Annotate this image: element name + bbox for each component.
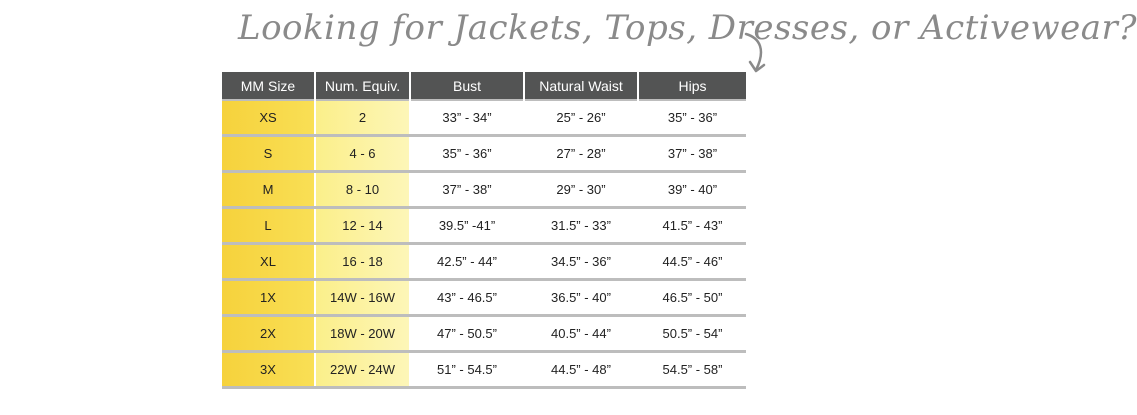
num-equiv-cell: 2: [315, 100, 410, 136]
natural-waist-cell: 31.5” - 33”: [524, 208, 638, 244]
table-row: [222, 244, 746, 280]
header-natural-waist: Natural Waist: [524, 72, 638, 100]
table-body: [222, 100, 746, 388]
bust-cell: 39.5” -41”: [410, 208, 524, 244]
hips-cell: 35” - 36”: [638, 100, 746, 136]
header-bust: Bust: [410, 72, 524, 100]
curved-arrow-icon: [742, 30, 772, 76]
page-heading: Looking for Jackets, Tops, Dresses, or Activewear?: [238, 8, 1137, 48]
table-row: [222, 208, 746, 244]
header-hips: Hips: [638, 72, 746, 100]
natural-waist-cell: 44.5” - 48”: [524, 352, 638, 388]
natural-waist-cell: 29” - 30”: [524, 172, 638, 208]
size-cell: 3X: [222, 352, 315, 388]
num-equiv-cell: 12 - 14: [315, 208, 410, 244]
size-cell: 2X: [222, 316, 315, 352]
num-equiv-cell: 14W - 16W: [315, 280, 410, 316]
table-row: [222, 172, 746, 208]
natural-waist-cell: 34.5” - 36”: [524, 244, 638, 280]
natural-waist-cell: 40.5” - 44”: [524, 316, 638, 352]
table-row: [222, 100, 746, 136]
hips-cell: 46.5” - 50”: [638, 280, 746, 316]
hips-cell: 44.5” - 46”: [638, 244, 746, 280]
natural-waist-cell: 36.5” - 40”: [524, 280, 638, 316]
bust-cell: 42.5” - 44”: [410, 244, 524, 280]
table-row: [222, 352, 746, 388]
size-cell: 1X: [222, 280, 315, 316]
hips-cell: 41.5” - 43”: [638, 208, 746, 244]
header-num-equiv: Num. Equiv.: [315, 72, 410, 100]
bust-cell: 35” - 36”: [410, 136, 524, 172]
size-cell: S: [222, 136, 315, 172]
table-row: [222, 316, 746, 352]
hips-cell: 39” - 40”: [638, 172, 746, 208]
table-row: [222, 136, 746, 172]
hips-cell: 54.5” - 58”: [638, 352, 746, 388]
hips-cell: 37” - 38”: [638, 136, 746, 172]
hips-cell: 50.5” - 54”: [638, 316, 746, 352]
size-cell: XS: [222, 100, 315, 136]
size-cell: M: [222, 172, 315, 208]
table-row: [222, 280, 746, 316]
natural-waist-cell: 27” - 28”: [524, 136, 638, 172]
natural-waist-cell: 25” - 26”: [524, 100, 638, 136]
num-equiv-cell: 8 - 10: [315, 172, 410, 208]
bust-cell: 51” - 54.5”: [410, 352, 524, 388]
bust-cell: 47” - 50.5”: [410, 316, 524, 352]
bust-cell: 33” - 34”: [410, 100, 524, 136]
size-cell: XL: [222, 244, 315, 280]
bust-cell: 37” - 38”: [410, 172, 524, 208]
num-equiv-cell: 4 - 6: [315, 136, 410, 172]
header-mm-size: MM Size: [222, 72, 315, 100]
num-equiv-cell: 18W - 20W: [315, 316, 410, 352]
num-equiv-cell: 22W - 24W: [315, 352, 410, 388]
num-equiv-cell: 16 - 18: [315, 244, 410, 280]
size-chart-table: [222, 72, 746, 389]
table-header-row: [222, 72, 746, 100]
bust-cell: 43” - 46.5”: [410, 280, 524, 316]
size-cell: L: [222, 208, 315, 244]
